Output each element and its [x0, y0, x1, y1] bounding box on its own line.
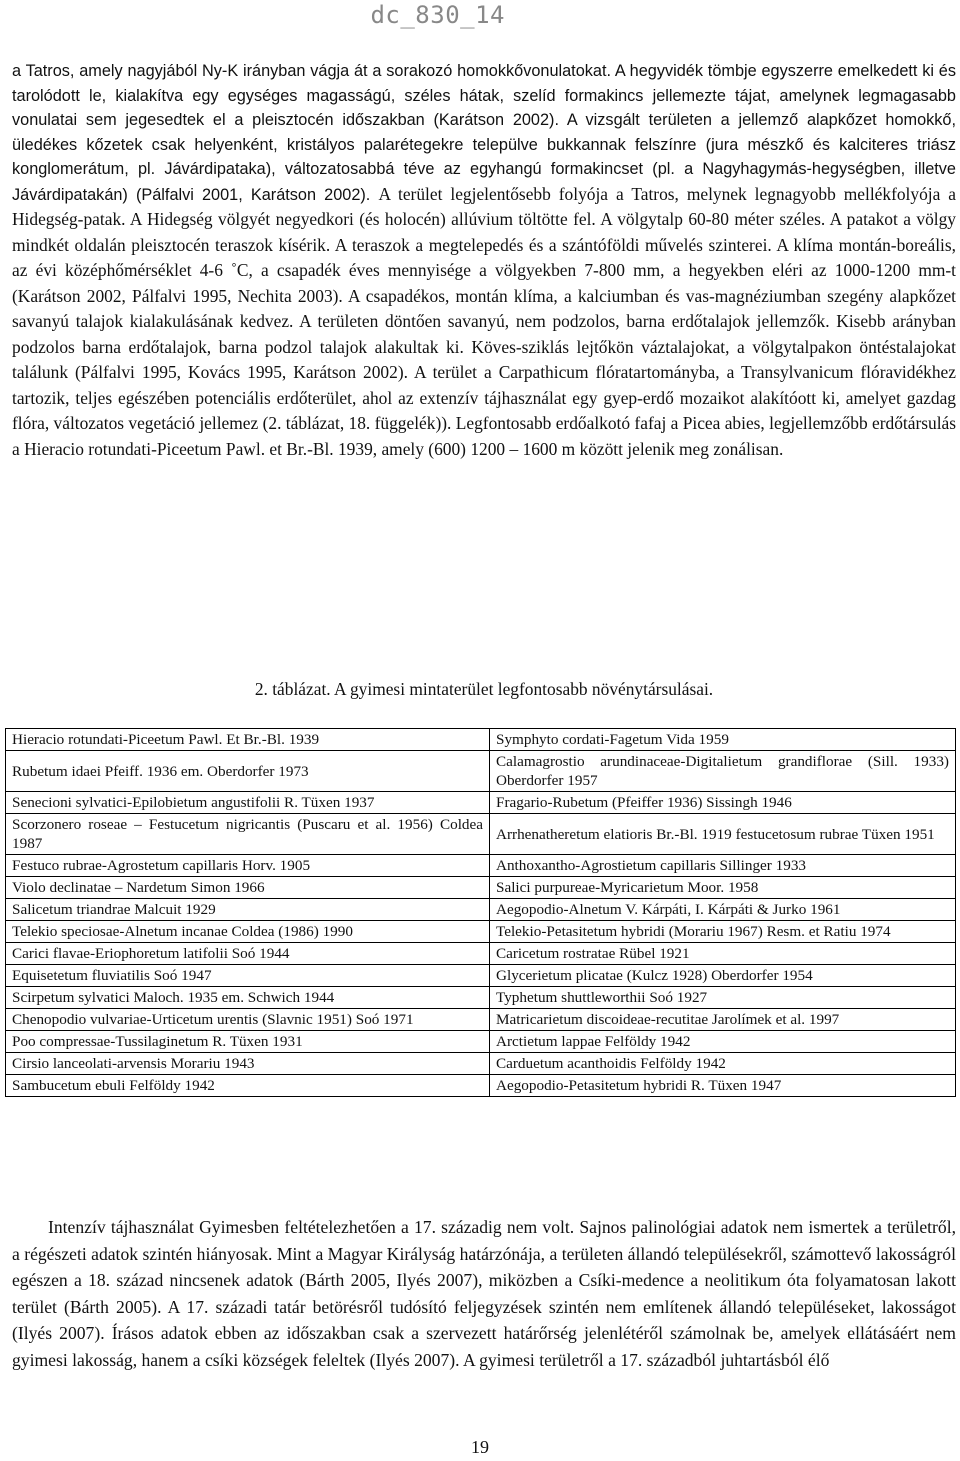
- table-cell: Fragario-Rubetum (Pfeiffer 1936) Sissingh 1946: [490, 792, 956, 814]
- table-cell: Equisetetum fluviatilis Soó 1947: [6, 965, 490, 987]
- table-cell: Glycerietum plicatae (Kulcz 1928) Oberdorfer 1954: [490, 965, 956, 987]
- table-cell: Salici purpureae-Myricarietum Moor. 1958: [490, 877, 956, 899]
- table-cell: Matricarietum discoideae-recutitae Jarolímek et al. 1997: [490, 1009, 956, 1031]
- table-cell: Poo compressae-Tussilaginetum R. Tüxen 1931: [6, 1031, 490, 1053]
- table-cell: Festuco rubrae-Agrostetum capillaris Horv. 1905: [6, 855, 490, 877]
- table-cell: Caricetum rostratae Rübel 1921: [490, 943, 956, 965]
- table-cell: Anthoxantho-Agrostietum capillaris Sillinger 1933: [490, 855, 956, 877]
- table-row: [6, 729, 956, 751]
- table-row: [6, 877, 956, 899]
- table-caption: 2. táblázat. A gyimesi mintaterület legfontosabb növénytársulásai.: [254, 679, 714, 699]
- table-row: [6, 792, 956, 814]
- table-cell: Cirsio lanceolati-arvensis Morariu 1943: [6, 1053, 490, 1075]
- paragraph-geography-sans-part: a Tatros, amely nagyjából Ny-K irányban vágja át a sorakozó homokkővonulatokat. A hegyvidék tömbje egyszerre emelkedett ki és tarolódott le, kialakítva egy egységes magasságú, széles hátak, szelíd formakincs jellemezte tájat, amelynek legmagasabb vonulatai sem jegesedtek el a pleisztocén időszakban (Karátson 2002). A vizsgált területen a jellemző alapkőzet homokkő, üledékes kőzetek csak helyenként, kristályos palarétegekre települve bukkannak felszínre (jura mészkő és kalciteres triász konglomerátum, pl. Jávárdipataka), változatosabbá téve az egyhangú formakincset (pl. a Nagyhagymás-hegységben, illetve Jávárdipatakán) (Pálfalvi 2001, Karátson 2002).: [12, 62, 956, 204]
- table-cell: Chenopodio vulvariae-Urticetum urentis (Slavnic 1951) Soó 1971: [6, 1009, 490, 1031]
- table-row: [6, 1009, 956, 1031]
- table-cell: Arctietum lappae Felföldy 1942: [490, 1031, 956, 1053]
- table-cell: Telekio-Petasitetum hybridi (Morariu 1967) Resm. et Ratiu 1974: [490, 921, 956, 943]
- table-row: [6, 921, 956, 943]
- table-row: [6, 1031, 956, 1053]
- table-cell: Carici flavae-Eriophoretum latifolii Soó 1944: [6, 943, 490, 965]
- table-row: [6, 943, 956, 965]
- table-cell: Carduetum acanthoidis Felföldy 1942: [490, 1053, 956, 1075]
- table-cell: Scorzonero roseae – Festucetum nigricantis (Puscaru et al. 1956) Coldea 1987: [6, 814, 490, 855]
- table-cell: Aegopodio-Petasitetum hybridi R. Tüxen 1947: [490, 1075, 956, 1097]
- table-row: [6, 965, 956, 987]
- table-cell: Violo declinatae – Nardetum Simon 1966: [6, 877, 490, 899]
- table-cell: Arrhenatheretum elatioris Br.-Bl. 1919 festucetosum rubrae Tüxen 1951: [490, 814, 956, 855]
- table-cell: Aegopodio-Alnetum V. Kárpáti, I. Kárpáti & Jurko 1961: [490, 899, 956, 921]
- table-row: [6, 855, 956, 877]
- table-row: [6, 751, 956, 792]
- table-row: [6, 987, 956, 1009]
- table-cell: Rubetum idaei Pfeiff. 1936 em. Oberdorfer 1973: [6, 751, 490, 792]
- paragraph-geography-serif-part: A terület legjelentősebb folyója a Tatros, melynek legnagyobb mellékfolyója a Hidegség-patak. A Hidegség völgyét negyedkori (és holocén) allúvium töltötte fel. A völgytalp 60-80 méter széles. A patakot a völgy mindkét oldalán pleisztocén teraszok kísérik. A teraszok a megtelepedés és a szántóföldi művelés szinterei. A klíma montán-boreális, az évi középhőmérséklet 4-6 ˚C, a csapadék éves mennyisége a völgyekben 7-800 mm, a hegyekben eléri az 1000-1200 mm-t (Karátson 2002, Pálfalvi 1995, Nechita 2003). A csapadékos, montán klíma, a kalciumban és vas-magnéziumban szegény alapkőzet savanyú talajok kialakulásának kedvez. A területen döntően savanyú, nem podzolos, barna erdőtalajok jellemzők. Kisebb arányban podzolos barna erdőtalajok, barna podzol talajok alakultak ki. Köves-sziklás lejtőkön váztalajokat, a völgytalpakon öntéstalajokat találunk (Pálfalvi 1995, Kovács 1995, Karátson 2002). A terület a Carpathicum flóratartományba, a Transylvanicum flóravidékhez tartozik, teljes egészében potenciális erdőterület, ahol az extenzív tájhasználat egy gyep-erdő mozaikot alakítóott ki, amelyet gazdag flóra, változatos vegetáció jellemez (2. táblázat, 18. függelék)). Legfontosabb erdőalkotó fafaj a Picea abies, legjellemzőbb erdőtársulás a Hieracio rotundati-Piceetum Pawl. et Br.-Bl. 1939, amely (600) 1200 – 1600 m között jelenik meg zonálisan.: [12, 183, 957, 459]
- table-cell: Scirpetum sylvatici Maloch. 1935 em. Schwich 1944: [6, 987, 490, 1009]
- table-row: [6, 1075, 956, 1097]
- table-row: [6, 1053, 956, 1075]
- paragraph-geography: [12, 59, 956, 462]
- table-cell: Senecioni sylvatici-Epilobietum angustifolii R. Tüxen 1937: [6, 792, 490, 814]
- table-cell: Calamagrostio arundinaceae-Digitalietum grandiflorae (Sill. 1933) Oberdorfer 1957: [490, 751, 956, 792]
- table-row: [6, 814, 956, 855]
- table-cell: Symphyto cordati-Fagetum Vida 1959: [490, 729, 956, 751]
- page-number: 19: [471, 1437, 489, 1457]
- table-cell: Salicetum triandrae Malcuit 1929: [6, 899, 490, 921]
- table-row: [6, 899, 956, 921]
- plant-associations-table: [5, 728, 956, 1097]
- table-cell: Sambucetum ebuli Felföldy 1942: [6, 1075, 490, 1097]
- table-cell: Hieracio rotundati-Piceetum Pawl. Et Br.-Bl. 1939: [6, 729, 490, 751]
- table-cell: Telekio speciosae-Alnetum incanae Coldea (1986) 1990: [6, 921, 490, 943]
- table-cell: Typhetum shuttleworthii Soó 1927: [490, 987, 956, 1009]
- paragraph-land-use-history: Intenzív tájhasználat Gyimesben feltételezhetően a 17. századig nem volt. Sajnos palinológiai adatok nem ismertek a területről, a régészeti adatok szintén hiányosak. Mint a Magyar Királyság határzónája, a területen állandó településekről, számottevő lakosságról egészen a 18. század nincsenek adatok (Bárth 2005, Ilyés 2007), miközben a Csíki-medence a neolitikum óta folyamatosan lakott terület (Bárth 2005). A 17. századi tatár betörésről tudósító feljegyzések szintén nem említenek állandó településeket, lakosságot (Ilyés 2007). Írásos adatok ebben az időszakban csak a szervezett határőrség jelenlétéről számolnak be, amelyek ellátásáért nem gyimesi lakosság, hanem a csíki községek feleltek (Ilyés 2007). A gyimesi területről a 17. századból juhtartásból élő: [12, 1217, 956, 1370]
- document-id-header: dc_830_14: [370, 1, 505, 29]
